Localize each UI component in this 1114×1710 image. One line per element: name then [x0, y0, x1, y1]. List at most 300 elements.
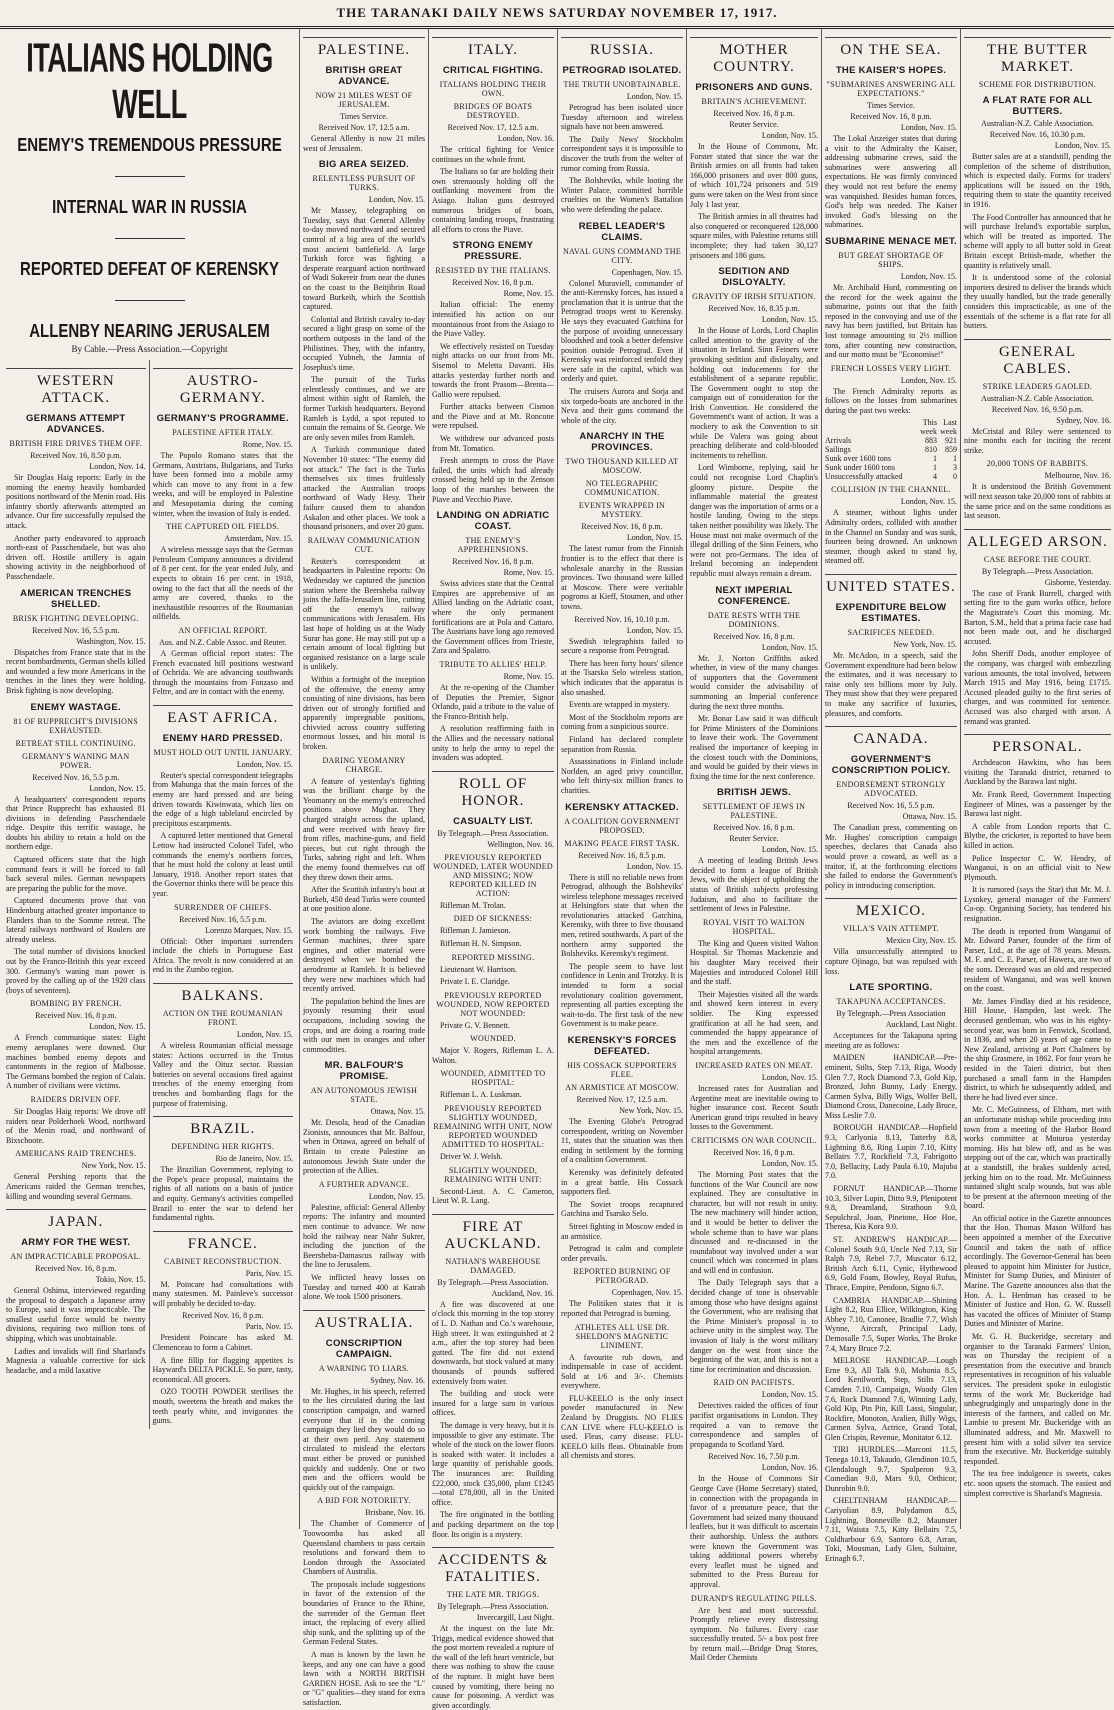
- paragraph: Their Majesties visited all the wards and showed keen interest in every soldier. The King expressed gratification at all he had seen, and commended the happy appearance of the men and the excellence of the hospital arrangements.: [690, 989, 818, 1057]
- headline: THE KAISER'S HOPES.: [835, 65, 947, 76]
- subhead: BRISK FIGHTING DEVELOPING.: [12, 613, 139, 623]
- table-cell: Sunk over 1600 tons: [825, 454, 891, 464]
- paragraph: Finland has declared complete separation from Russia.: [561, 734, 683, 754]
- subhead: PREVIOUSLY REPORTED WOUNDED, NOW REPORTED NOT WOUNDED:: [436, 990, 550, 1018]
- lead-byline: By Cable.—Press Association.—Copyright: [71, 344, 228, 354]
- paragraph: A steamer, without lights under Admiralty orders, collided with another in the Channel on Sunday and was sunk, fourteen being drowned. An unknown steamer, though asked to stand by, steamed off.: [825, 508, 957, 566]
- table-cell: 859: [945, 445, 957, 455]
- paragraph: There has been forty hours' silence at the Tsarsko Selo wireless station, which indicates that the apparatus is also smashed.: [561, 658, 683, 697]
- paragraph: President Poincare has asked M. Clemenceau to form a Cabinet.: [152, 1333, 293, 1353]
- subhead: A BID FOR NOTORIETY.: [317, 1496, 411, 1506]
- headline: ENEMY WASTAGE.: [30, 701, 121, 713]
- lead-subcolumns: [3, 360, 296, 1429]
- table-row: [825, 463, 957, 472]
- headline: A FLAT RATE FOR ALL BUTTERS.: [982, 95, 1093, 117]
- subhead: PREVIOUSLY REPORTED SLIGHTLY WOUNDED, REMAINING WITH UNIT, NOW REPORTED WOUNDED ADMITTED TO HOSPITAL:: [433, 1104, 553, 1150]
- headline: GERMANS ATTEMPT ADVANCES.: [26, 413, 126, 435]
- paragraph: Sir Douglas Haig reports: We drove off raiders near Polderhoek Wood, northward of the Menin road, and northward of Bixschoote.: [6, 1106, 146, 1145]
- paragraph: An official notice in the Gazette announces that the Hon. Thomas Mason Wilford has been appointed a member of the Executive Council and taken the oath of office accordingly. The Governor-General has been pleased to appoint him Minister for Justice, Minister for Stamp Duties, and Minister of Marine. The Gazette announces also that the Hon. A. L. Herdman has ceased to be Minister of Justice and Hon. G. W. Russell has vacated the offices of Minister of Stamp Duties and Minister of Marine.: [964, 1213, 1111, 1329]
- section-western: WESTERN ATTACK.: [6, 368, 146, 407]
- subhead: SACRIFICES NEEDED.: [847, 628, 935, 638]
- paragraph: The Italians so far are holding their own strenuously holding off the outflanking movement from the Asiago. Italian guns destroyed numerous bridges of boats, containing landing troops, frustrating all efforts to cross the Piave.: [432, 167, 554, 234]
- subhead: "SUBMARINES ANSWERING ALL EXPECTATIONS.": [826, 80, 956, 98]
- paragraph: A resolution reaffirming faith in the Allies and the necessary national unity to help the army to repel the invaders was adopted.: [432, 724, 554, 763]
- dateline: Auckland, Last Night.: [885, 1020, 957, 1030]
- subhead: THE ENEMY'S APPREHENSIONS.: [457, 536, 529, 555]
- dateline: London, Nov. 15.: [89, 783, 146, 793]
- dateline: Aus. and N.Z. Cable Assoc. and Reuter.: [159, 637, 287, 647]
- table-row: [825, 472, 957, 481]
- table-cell: Sunk under 1600 tons: [825, 463, 895, 473]
- advert: Are best and most successful. Promptly relieve every distressing symptom. No failures. Every case successfully treated. 5/- a box post free by return mail.—Bridge Drug Stores, Mail Order Chemists: [690, 1605, 818, 1663]
- dateline: Washington, Nov. 15.: [76, 636, 146, 646]
- headline: EXPENDITURE BELOW ESTIMATES.: [835, 602, 947, 625]
- headline: GOVERNMENT'S CONSCRIPTION POLICY.: [831, 754, 951, 777]
- dateline: London, Nov. 15.: [626, 625, 683, 635]
- dateline: Amsterdam, Nov. 15.: [224, 534, 293, 544]
- dateline: London, Nov. 15.: [236, 759, 293, 769]
- dateline: Ottawa, Nov. 15.: [370, 1107, 425, 1117]
- paragraph: After the Scottish infantry's bout at Burkeh, 450 dead Turks were counted at one position alone.: [303, 885, 425, 914]
- headline: PRISONERS AND GUNS.: [695, 82, 813, 93]
- column-russia: [558, 29, 687, 1529]
- dateline: Mexico City, Nov. 15.: [886, 936, 957, 946]
- headline: AMERICAN TRENCHES SHELLED.: [20, 587, 132, 610]
- section-alleged-arson: ALLEGED ARSON.: [964, 529, 1111, 551]
- dateline: London, Nov. 15.: [368, 195, 425, 205]
- subhead: 81 OF RUPPRECHT'S DIVISIONS EXHAUSTED.: [13, 716, 138, 735]
- paragraph: Mr. Desola, head of the Canadian Zionists, announces that Mr. Balfour, when in Ottawa, agreed on behalf of Britain to create Palestine an autonomous Jewish State under the protection of the Allies.: [303, 1118, 425, 1176]
- dateline: Rio de Janeiro, Nov. 15.: [215, 1154, 293, 1164]
- dateline: Copenhagen, Nov. 15.: [611, 1288, 683, 1298]
- subhead: STRIKE LEADERS GAOLED.: [982, 381, 1093, 391]
- advert: A man is known by the lawn he keeps, and any one can have a good lawn with a NORTH BRITISH GARDEN HOSE. Ask to see the "L" or "G" qualities—they stand for extra satisfaction.: [303, 1650, 425, 1707]
- dateline: Received Nov. 16, 5.5 p.m.: [847, 801, 935, 811]
- subhead: VILLA'S VAIN ATTEMPT.: [843, 924, 939, 934]
- section-accidents: ACCIDENTS & FATALITIES.: [432, 1547, 554, 1586]
- paragraph: The British armies in all theatres had also conquered or reconquered 128,000 square miles, with Palestine returns still incomplete; they had taken 30,127 prisoners and 186 guns.: [690, 212, 818, 260]
- paragraph: Mr. Archibald Hurd, commenting on the record for the week against the submarine, points out that the faith reposed in the convoying and use of the navy has been justified, but Britain has lost tonnage amounting to 2½ million tons, after counting new construction, and our motto must be "Economise!": [825, 282, 957, 360]
- dateline: London, Nov. 15.: [761, 315, 818, 325]
- paragraph: In the House of Commons Sir George Cave (Home Secretary) stated, in connection with the propaganda in favor of a premature peace, that the Government had seized many thousand leaflets, but it was difficult to ascertain their authorship. Unless the authors were known the Government was taking additional powers whereby every leaflet must be signed and submitted to the Press Bureau for approval.: [690, 1474, 818, 1589]
- paragraph: Butter sales are at a standstill, pending the completion of the scheme of distribution, which is expected daily. Forms for traders' applications will be issued on the 19th, requiring them to state the quantity received in 1916.: [964, 152, 1111, 209]
- paragraph: We effectively resisted on Tuesday night attacks on our front from Mt. Sisemol to Meletta Davanti. His attacks yesterday further north and towards the front Prasom—Brenta—Gallio were repulsed.: [432, 341, 554, 399]
- subhead: THE CAPTURED OIL FIELDS.: [166, 522, 280, 532]
- table-header: [825, 427, 957, 436]
- dateline: London, Nov. 16.: [497, 134, 554, 143]
- paragraph: Police Inspector C. W. Hendry, of Wanganui, is on an official visit to New Plymouth.: [964, 853, 1111, 882]
- section-mother-country: MOTHER COUNTRY.: [690, 37, 818, 76]
- subhead: NOW 21 MILES WEST OF JERUSALEM.: [315, 91, 413, 109]
- dateline: London, Nov. 15.: [761, 131, 818, 140]
- table-cell: 1: [932, 454, 937, 464]
- table-cell: 4: [932, 472, 937, 482]
- subhead: MAKING PEACE FIRST TASK.: [564, 838, 680, 848]
- paragraph: The proposals include suggestions in favor of the extension of the boundaries of France to the Rhine, the surrender of the German fleet intact, the replacing of every allied ship sunk, and the splitting up of the German Federal States.: [303, 1579, 425, 1647]
- subhead: TWO THOUSAND KILLED AT MOSCOW.: [565, 457, 679, 476]
- section-canada: CANADA.: [825, 726, 957, 748]
- list-item: Rifleman M. Trolan.: [440, 900, 506, 910]
- subhead: EVENTS WRAPPED IN MYSTERY.: [578, 501, 666, 520]
- paragraph: Within a fortnight of the inception of the offensive, the enemy army consisting of nine divisions, has been driven out of strongly fortified and apparently impregnable positions, chivvied across country suffering enormous losses, and his moral is broken.: [303, 674, 425, 752]
- dateline: Received Nov. 16, 8 p.m.: [713, 1147, 795, 1157]
- list-item: Second-Lieut. A. C. Cameron, Lieut W. R. Lang.: [432, 1186, 554, 1206]
- table-row: [825, 454, 957, 463]
- dateline: London, Nov. 15.: [761, 1072, 818, 1082]
- dateline: Tokio, Nov. 15.: [95, 1275, 146, 1285]
- column-sea: [822, 29, 961, 1563]
- masthead: [0, 0, 1114, 29]
- dateline: Rome, Nov. 15.: [503, 671, 554, 681]
- subhead: RAILWAY COMMUNICATION CUT.: [307, 535, 421, 554]
- headline: MR. BALFOUR'S PROMISE.: [324, 1060, 404, 1083]
- list-item: Major V. Rogers, Rifleman L. A. Walton.: [432, 1046, 554, 1065]
- list-item: Lieutenant W. Harrison.: [440, 964, 517, 974]
- headline: LANDING ON ADRIATIC COAST.: [436, 510, 550, 533]
- section-austro: AUSTRO-GERMANY.: [153, 368, 294, 407]
- paragraph: FORNUT HANDICAP.—Thorne 10.3, Silver Lupin, Ditto 9.9, Plenipotent 9.8, Dreamland, Strathoun 9.0, Sepulchral, Joan, Pinetone, Hoe Hoe, Theresa, Kia Kora 9.0.: [825, 1184, 957, 1232]
- paragraph: There is still no reliable news from Petrograd, although the Bolsheviks' wireless telephone messages received at Helsingfors state that when the revolutionaries attacked Gatchina, Kerensky, with three to five thousand men, retired southwards. A part of the northern army supported the Bolsheviks. Kerensky's regiment.: [561, 872, 683, 959]
- paragraph: Captured documents prove that von Hindenburg attached greater importance to Flanders than to the Somme retreat. The lateral railways northward of Roulers are already useless.: [6, 896, 146, 944]
- subhead: REPORTED BURNING OF PETROGRAD.: [573, 1267, 671, 1286]
- paragraph: Petrograd is calm and complete order prevails.: [561, 1244, 683, 1263]
- section-roll-of-honor: ROLL OF HONOR.: [432, 771, 554, 810]
- paragraph: A wireless message says that the German Petroleum Company announces a dividend of 8 per cent. for the year ended July, and expects to obtain 16 per cent. in 1918, owing to the fact that all the needs of the army are covered, thanks to the inexhaustible resources of the Roumanian oilfields.: [152, 545, 293, 622]
- paragraph: We withdrew our advanced posts from Mt. Tomatico.: [432, 434, 554, 453]
- dateline: Received Nov. 16, 8 p.m.: [452, 557, 534, 567]
- headline: CRITICAL FIGHTING.: [442, 65, 544, 76]
- paragraph: Fresh attempts to cross the Piave failed, the units which had already crossed being held up in the Zenson loop of the marshes between the Piave and Vecchio Piave.: [432, 456, 554, 504]
- paragraph: General Pershing reports that the Americans raided the German trenches, killing and wounding several Germans.: [6, 1172, 146, 1201]
- section-france: FRANCE.: [153, 1231, 294, 1253]
- dateline: Received Nov. 16, 8 p.m.: [35, 1011, 117, 1021]
- paragraph: Mr. C. McGuinness, of Eltham, met with an unfortunate mishap while proceeding into town from a meeting of the Harbor Board works committee at Moturoa yesterday morning. His hat blew off, and as he was stepping out of the car, which was practically at a standstill, the brakes suddenly acted, jerking him on to the road. Mr. McGuinness sustained slight scalp wounds, but was able to be present at the afternoon meeting of the board.: [964, 1105, 1111, 1211]
- paragraph: The Brazilian Government, replying to the Pope's peace proposal, maintains the rights of all nations on a basis of justice and equity. Germany's activities compelled Brazil to enter the war to defend her fundamental rights.: [152, 1165, 293, 1223]
- headline: ANARCHY IN THE PROVINCES.: [579, 431, 665, 454]
- divider: [115, 176, 185, 177]
- headline: SUBMARINE MENACE MET.: [825, 235, 957, 247]
- table-header-cell: week: [940, 427, 957, 437]
- table-header-cell: week: [920, 427, 937, 437]
- paragraph: The Food Controller has announced that he will purchase Ireland's exportable surplus, which will be treated as imported. The scheme will apply to all butter sold in Great Britain except British-made, whether the quantity is relatively small.: [964, 212, 1111, 270]
- paragraph: The building and stock were insured for a large sum in various offices.: [432, 1389, 554, 1418]
- table-cell: 921: [945, 436, 957, 446]
- section-personal: PERSONAL.: [964, 734, 1111, 756]
- paragraph: Colonial and British cavalry to-day secured a light grasp on some of the northern outposts in the land of the Philistines. They, with the infantry, occupied Yubneh, the Jamnia of Josephus's time.: [303, 314, 425, 372]
- paragraph: The Lokal Anzeiger states that during a visit to the Admiralty the Kaiser, addressing submarine crews, said the submarines were answering all expectations. He was firmly convinced they would not rest before the enemy was vanquished. Besides human forces, God's help was needed. The Kaiser invoked God's blessing on the submarines.: [825, 134, 957, 230]
- subhead: COLLISION IN THE CHANNEL.: [831, 485, 951, 495]
- subhead: GERMANY'S WANING MAN POWER.: [22, 751, 130, 770]
- subhead: FRENCH LOSSES VERY LIGHT.: [830, 363, 952, 373]
- paragraph: The Canadian press, commenting on Mr. Hughes' conscription campaign speeches, declares that Canada also would prove a coward, as well as a traitor, if, at the forthcoming elections she failed to endorse the Government's policy in introducing conscription.: [825, 823, 957, 890]
- subhead: ITALIANS HOLDING THEIR OWN.: [439, 80, 547, 98]
- paragraph: The death is reported from Wanganui of Mr. Edward Parser, founder of the firm of Parser, Ltd., at the age of 78 years. Messrs. M. F. and C. E. Parser, of Hawera, are two of the sons. Deceased was an old and respected resident of Wanganui, and was well known on the coast.: [964, 926, 1111, 994]
- dateline: Received Nov. 16, 8 p.m.: [713, 631, 795, 641]
- dateline: By Telegraph.—Press Association.: [437, 1602, 549, 1612]
- dateline: Received Nov. 16, 8 p.m.: [35, 1264, 117, 1274]
- subhead: DARING YEOMANRY CHARGE.: [322, 755, 406, 774]
- dateline: London, Nov. 15.: [900, 375, 957, 385]
- paragraph: Reuter's special correspondent telegraphs from Mahunga that the main forces of the enemy are hard pressed and are being driven towards Kiwinwata, which lies on the edge of a high tableland encircled by precipitous escarpments.: [152, 770, 293, 828]
- paragraph: Acceptances for the Takapuna spring meeting are as follows:: [825, 1031, 957, 1050]
- advert: The tea free indulgence is sweets, cakes etc. soon upsets the stomach. The easiest and simplest corrective is Sharland's Magnesia.: [964, 1469, 1111, 1498]
- dateline: London, Nov. 15.: [626, 92, 683, 101]
- paragraph: Mr. G. H. Buckeridge, secretary and organiser to the Taranaki Farmers' Union, was on Thursday the recipient of a presentation from the executive and branch representatives in recognition of his valuable services. The president spoke in eulogistic terms of the work Mr. Buckeridge had unbegrudgingly and unsparingly done in the interests of the farmers, and called on Mr. Lambie to present Mr. Buckeridge with an illuminated address, and Mr. Maxwell to present him with a solid silver tea service from the executive. Mr. Buckeridge suitably responded.: [964, 1332, 1111, 1466]
- paragraph: A captured letter mentioned that General Lettow had instructed Colonel Tafel, who commands the enemy's northern forces, that he must hold the colony at least until January, 1918. Another report states that the Governor thinks there will be peace this year.: [152, 831, 293, 898]
- subhead: BOMBING BY FRENCH.: [29, 999, 122, 1009]
- dateline: Received Nov. 16, 7.50 p.m.: [708, 1452, 800, 1462]
- dateline: London, Nov. 15.: [900, 497, 957, 507]
- dateline: London, Nov. 14.: [89, 462, 146, 471]
- paragraph: Reuter's correspondent at headquarters in Palestine reports: On Wednesday we captured the junction station where the Beersheba railway joins the Jaffa-Jerusalem line, cutting off the enemy's railway communications with Jerusalem. His last hope of holding us at the Wady Surar has gone. He may still put up a certain amount of local fighting but organised resistance on a large scale is unlikely.: [303, 556, 425, 672]
- headline: CONSCRIPTION CAMPAIGN.: [325, 1337, 403, 1360]
- section-east-africa: EAST AFRICA.: [153, 705, 294, 727]
- subhead: MUST HOLD OUT UNTIL JANUARY.: [153, 747, 293, 757]
- paragraph: Increased rates for Australian and Argentine meat are inevitable owing to higher insurance cost. Recent South American grand trips resulted in heavy losses to the Government.: [690, 1083, 818, 1132]
- dateline: London, Nov. 15.: [900, 123, 957, 132]
- dateline: Rome, Nov. 15.: [242, 440, 293, 449]
- paragraph: The French Admiralty reports as follows on the losses from submarines during the past two weeks:: [825, 386, 957, 415]
- advert: A fine fillip for flagging appetites is Hayward's DELTA PICKLE. So pure, tasty, economical. All grocers.: [152, 1355, 293, 1384]
- subhead: RETREAT STILL CONTINUING.: [15, 738, 136, 748]
- dateline: Received Nov. 16, 8 p.m.: [182, 1311, 264, 1321]
- paragraph: At the re-opening of the Chamber of Deputies the Premier, Signor Orlando, paid a tribute to the value of the Franco-British help.: [432, 682, 554, 721]
- subhead: DATE RESTS WITH THE DOMINIONS.: [707, 610, 801, 629]
- headline: KERENSKY ATTACKED.: [565, 801, 679, 813]
- section-palestine: PALESTINE.: [303, 37, 425, 59]
- table-cell: 883: [924, 436, 937, 446]
- table-header: [825, 418, 957, 427]
- subhead: ROYAL VISIT TO WALTON HOSPITAL.: [703, 917, 805, 936]
- paragraph: The Morning Post states that the functions of the War Council are now explained. They are consultative in character, but will not result in unity. The new machinery will hinder action, and it would be better to deliver the whole scheme than to have war plans discussed and re-discussed in the roundabout way involved under a war council which was concerned in plans and will end in confusion.: [690, 1169, 818, 1275]
- paragraph: Most of the Stockholm reports are coming from a suspicious source.: [561, 712, 683, 732]
- paragraph: The cruisers Aurora and Sorja and six torpedo-boats are anchored in the Neva and their guns command the whole of the city.: [561, 387, 683, 425]
- paragraph: A German official report states: The French evacuated hill positions westward of Ochrida. We are advancing southwards through the mountains from Fonzaso and Feltre, and are in contact with the enemy.: [152, 648, 293, 697]
- paragraph: The fire originated in the bottling and packing department on the top floor. Its origin is a mystery.: [432, 1510, 554, 1539]
- table-cell: 3: [953, 463, 957, 473]
- paragraph: Dispatches from France state that in the recent bombardments, German shells killed and wounded a few more Americans in the trenches in the lines they were holding. Brisk fighting is now developing.: [6, 647, 146, 695]
- paragraph: MELROSE HANDICAP.—Lough Erne 9.3, All Talk 9.0, Mohonia 8.5, Lord Kenilworth, Step, Stilts 7.13, Camden 7.10, Campaign, Woody Glen 7.6, Rock Diamond 7.6, Winning Lady, Gold Kip, Pin Pin, Kill Lassi, Singular, Rockfire, Monoton, Aralien, Billy Wigs, Carmen Sylva, Actrice, Grand Total, Glen Crispin, Revenue, Monitator 6.12.: [825, 1356, 957, 1442]
- paragraph: Lord Wimborne, replying, said he could not recognise Lord Chaplin's gloomy picture. Despite the inflammable material the greatest danger was the importation of arms or a hostile landing. Owing to the steps taken neither possibility was likely. The House must not make overmuch of the illegal drilling of the Sinn Feiners, who were not pro-Germans. The idea of Ireland becoming an independent republic must always remain a dream.: [690, 463, 818, 578]
- section-russia: RUSSIA.: [561, 37, 683, 59]
- table-cell: 0: [953, 472, 957, 482]
- paragraph: Archdeacon Hawkins, who has been visiting the Taranaki district, returned to Auckland by the Barawa last night.: [964, 758, 1111, 787]
- dateline: Received Nov. 16, 8.5 p.m.: [578, 850, 666, 860]
- paragraph: Events are wrapped in mystery.: [569, 700, 670, 710]
- table-header-cell: This: [922, 418, 937, 428]
- paragraph: Kerensky was definitely defeated in a great battle. His Cossack supporters fled.: [561, 1167, 683, 1197]
- dateline: Melbourne, Nov. 16.: [1044, 471, 1111, 481]
- paragraph: General Oshima, interviewed regarding the proposal to despatch a Japanese army to Europe, said it was impracticable. The smallest useful force would be twenty divisions, requiring two million tons of shipping, which was unobtainable.: [6, 1286, 146, 1344]
- section-general-cables: GENERAL CABLES.: [964, 339, 1111, 378]
- subhead: RAID ON PACIFISTS.: [713, 1378, 795, 1388]
- losses-table: [825, 418, 957, 481]
- subhead: BRITISH FIRE DRIVES THEM OFF.: [9, 439, 143, 448]
- subhead: A COALITION GOVERNMENT PROPOSED.: [564, 816, 680, 835]
- section-butter-market: THE BUTTER MARKET.: [964, 37, 1111, 76]
- paragraph: McCristal and Riley were sentenced to nine months each for inciting the recent strike.: [964, 426, 1111, 455]
- paragraph: Mr. James Findlay died at his residence, Hill House, Hampden, last week. The deceased gentleman, who was in his eighty-second year, was born in Fenwick, Scotland, in 1836, and when 20 years of age came to New Zealand, arriving at Port Chalmers by the ship Grasmere, in 1862. For four years he resided in the Taieri district, but then purchased a small farm in the Hampden district, to which he subsequently added, and there he had lived ever since.: [964, 996, 1111, 1102]
- subhead: AMERICANS RAID TRENCHES.: [15, 1149, 137, 1159]
- subhead: DEFENDING HER RIGHTS.: [171, 1142, 275, 1152]
- table-cell: Arrivals: [825, 436, 852, 446]
- section-brazil: BRAZIL.: [153, 1116, 294, 1138]
- dateline: Brisbane, Nov. 16.: [365, 1508, 425, 1518]
- paragraph: Mr. Frank Reed, Government Inspecting Engineer of Mines, was a passenger by the Barawa last night.: [964, 789, 1111, 819]
- headline: BRITISH JEWS.: [716, 787, 792, 799]
- subhead: BUT GREAT SHORTAGE OF SHIPS.: [838, 250, 944, 269]
- dateline: Received Nov. 16, 5.5 p.m.: [32, 625, 120, 635]
- headline: GERMANY'S PROGRAMME.: [156, 413, 289, 424]
- dateline: Sydney, Nov. 16.: [1056, 415, 1111, 425]
- paragraph: TIRI HURDLES.—Marconi 11.5, Tenega 10.13, Takaudo, Glendinon 10.5, Glendalough 9.7, Spulperon 9.3, Comedian 9.0, Mars 9.0, Orthicor, Dunrobin 9.0.: [825, 1445, 957, 1493]
- headline: SEDITION AND DISLOYALTY.: [718, 266, 790, 289]
- headline: LATE SPORTING.: [849, 982, 933, 994]
- dateline: Copenhagen, Nov. 15.: [611, 267, 683, 277]
- dateline: London, Nov. 16.: [761, 1463, 818, 1473]
- subhead: DURAND'S REGULATING PILLS.: [691, 1593, 817, 1603]
- dateline: London, Nov. 15.: [626, 533, 683, 543]
- paragraph: The Daily Telegraph says that a decided change of tone is observable among those who have designs against the Government, who are realising that the Prime Minister's proposal is to achieve unity in the simplest way. The invasion of Italy is the worst military danger on the west front since the beginning of the war, and this is not a time for recrimination and discussion.: [690, 1278, 818, 1374]
- headline: BIG AREA SEIZED.: [318, 159, 410, 171]
- dateline: Received Nov. 16, 8.50 p.m.: [30, 451, 122, 460]
- subhead: ATHLETES ALL USE DR. SHELDON'S MAGNETIC LINIMENT.: [574, 1322, 670, 1350]
- masthead-title: THE TARANAKI DAILY NEWS SATURDAY NOVEMBER 17, 1917.: [336, 5, 778, 20]
- subhead: REPORTED MISSING.: [451, 952, 535, 962]
- paragraph: John Sheriff Dods, another employee of the company, was charged with embezzling various amounts, the total involved, between March 1915 and May 1916, being £1715. Accused pleaded guilty to the first series of charges, and was committed for sentence. Accused was also charged with arson. A remand was granted.: [964, 649, 1111, 726]
- paragraph: Mr Massey, telegraphing on Tuesday, says that General Allenby to-day moved northward and secured control of a big area of the world's most ancient battlefield. A large Turkish force was fighting a desperate rearguard action northward of Wadi Sukereir from near the dunes on the coast to the Beitjibrin Road toward Burkeih, which the Scottish captured.: [303, 206, 425, 312]
- column-mother-country: [687, 29, 822, 1663]
- column-palestine: [300, 29, 429, 1707]
- subhead: 20,000 TONS OF RABBITS.: [986, 459, 1089, 469]
- headline: NEXT IMPERIAL CONFERENCE.: [715, 584, 793, 607]
- column-italy: [429, 29, 558, 1710]
- dateline: Received Nov. 16, 5.5 p.m.: [179, 914, 267, 924]
- paragraph: The people seem to have lost confidence in Lenin and Trotzky. It is intended to form a social revolutionary coalition government, representing all parties excepting the wait-to-do. The first task of the new Government is to make peace.: [561, 961, 683, 1029]
- paragraph: The Chamber of Commerce of Toowoomba has asked all Queensland chambers to pass certain resolutions and forward them to London through the Associated Chambers of Australia.: [303, 1519, 425, 1577]
- dateline: Received Nov. 16, 8 p.m.: [713, 823, 795, 833]
- table-cell: 810: [924, 445, 937, 455]
- dateline: London, Nov. 15.: [761, 1158, 818, 1168]
- headline: BRITISH GREAT ADVANCE.: [325, 65, 403, 87]
- table-cell: 1: [953, 454, 957, 464]
- lead-deck-4: ALLENBY NEARING JERUSALEM: [29, 321, 270, 342]
- subhead: PALESTINE AFTER ITALY.: [172, 428, 274, 437]
- paragraph: A headquarters' correspondent reports that Prince Rupprecht has exhausted 81 divisions in defending Passchendaele ridge. Despite this terrific wastage, he doubts his ability to retain a hold on the northern edge.: [6, 794, 146, 852]
- subhead: HIS COSSACK SUPPORTERS FLEE.: [567, 1061, 677, 1079]
- dateline: Times Service.: [867, 101, 915, 110]
- dateline: Invercargill, Last Night.: [476, 1613, 554, 1623]
- paragraph: The damage is very heavy, but it is impossible to give any estimate. The whole of the stock on the lower floors is soaked with water. It includes a large quantity of perishable goods. The insurances are: Building £22,000, stock £35,000, plant £1245—total £78,000, all in the United office.: [432, 1420, 554, 1507]
- paragraph: In the House of Commons, Mr. Forster stated that since the war the British armies on all fronts had taken 166,000 prisoners and over 800 guns, of which 101,724 prisoners and 519 guns were taken on the West front since July 1 last year.: [690, 142, 818, 209]
- dateline: Sydney, Nov. 16.: [370, 1375, 425, 1385]
- paragraph: The Politiken states that it is reported that Petrograd is burning.: [561, 1299, 683, 1318]
- subhead: A FURTHER ADVANCE.: [318, 1179, 410, 1189]
- paragraph: A Turkish communique dated November 10 states: "The enemy did not attack." The fact is the Turks themselves six times fruitlessly attacked the Australian troops northward of Wady Hesy. Their failure caused them to abandon Askalon and other places. We took a thousand prisoners, and over 20 guns.: [303, 445, 425, 532]
- paragraph: Official: Other important surrenders include the chiefs in Portuguese East Africa. The revolt is now considered at an end in the Zumbo region.: [152, 936, 293, 975]
- column-lead: [0, 29, 300, 1529]
- paragraph: General Allenby is now 21 miles west of Jerusalem.: [303, 134, 425, 153]
- subhead: CRITICISMS ON WAR COUNCIL.: [691, 1135, 817, 1145]
- dateline: Received Nov. 16, 10.30 p.m.: [989, 130, 1086, 139]
- subhead: PREVIOUSLY REPORTED WOUNDED, LATER WOUNDED AND MISSING; NOW REPORTED KILLED IN ACTION:: [433, 852, 553, 898]
- paragraph: A wireless Roumanian official message states: Actions occurred in the Trotus Valley and the Oituz sector. Russian batteries on several occasions fired against trenches of the enemy emerging from trenches and bombarding flags for the purpose of fraternising.: [152, 1040, 293, 1108]
- paragraph: The critical fighting for Venice continues on the whole front.: [432, 145, 554, 164]
- dateline: Paris, Nov. 15.: [245, 1268, 293, 1278]
- lead-deck-1: ENEMY'S TREMENDOUS PRESSURE: [17, 135, 282, 156]
- paragraph: BOROUGH HANDICAP.—Hopfield 9.3, Carlyonia 8.13, Tatterby 8.8, Lightning 8.6, Ring Lupin 7.10, Kitty Bellairs 7.7, Rockfield 7.3, Fabrigotto 7.0, Bellacity, Lady Paula 6.10, Majuba 7.0.: [825, 1123, 957, 1181]
- subhead: AN ARMISTICE AT MOSCOW.: [565, 1083, 679, 1092]
- dateline: London, Nov. 15.: [761, 1390, 818, 1400]
- dateline: Received Nov. 16, 8 p.m.: [581, 522, 663, 532]
- paragraph: Mr. J. Norton Griffiths asked whether, in view of the many changes of supporters that the Government would consider the advisability of summoning an Imperial conference during the next three months.: [690, 653, 818, 711]
- paragraph: A cable from London reports that C. Blythe, the cricketer, is reported to have been killed in action.: [964, 821, 1111, 850]
- columns: [0, 29, 1114, 1710]
- subhead: SCHEME FOR DISTRIBUTION.: [978, 80, 1097, 89]
- paragraph: The population behind the lines are joyously resuming their usual occupations, including sowing the crops, and are doing a roaring trade with our men in oranges and other commodities.: [303, 996, 425, 1054]
- table-row: [825, 436, 957, 445]
- dateline: London, Nov. 15.: [1054, 141, 1111, 150]
- dateline: Wellington, Nov. 16.: [487, 839, 554, 849]
- paragraph: At the inquest on the late Mr. Triggs, medical evidence showed that the post mortem revealed a rupture of the wall of the left heart ventricle, but there was nothing to show the cause of the rupture. It might have been caused by vomiting, there being no cause for poisoning. A verdict was given accordingly.: [432, 1624, 554, 1710]
- paragraph: Detectives raided the offices of four pacifist organisations in London. They required a van to remove the correspondence and samples of propaganda to Scotland Yard.: [690, 1401, 818, 1449]
- section-mexico: MEXICO.: [825, 898, 957, 920]
- paragraph: Mr. McAdoo, in a speech, said the Government expenditure had been below the estimates, and it was necessary to raise only ten billions more by July. They must show that they were prepared to make any sacrifice of luxuries, pleasures, and comforts.: [825, 651, 957, 718]
- table-cell: Unsuccessfully attacked: [825, 472, 903, 482]
- headline: REBEL LEADER'S CLAIMS.: [578, 220, 666, 243]
- dateline: Received Nov. 17, 12.5 a.m.: [318, 123, 410, 132]
- paragraph: Another party endeavored to approach north-east of Passchendaele, but was also driven off. Hostile artillery is again showing activity in the neighborhood of Passchendaele.: [6, 533, 146, 581]
- section-united-states: UNITED STATES.: [825, 574, 957, 596]
- dateline: Received Nov. 17, 12.5 a.m.: [447, 123, 539, 132]
- paragraph: Colonel Muraviell, commander of the anti-Kerensky forces, has issued a proclamation that it is untrue that the Petrograd troops went to Kerensky. He says they evacuated Gatchina for the purpose of avoiding unnecessary bloodshed and took a better defensive position outside Petrograd. Even if Kerensky was reinforced tenfold they were safe in the capital, which was orderly and quiet.: [561, 278, 683, 384]
- subhead: SETTLEMENT OF JEWS IN PALESTINE.: [702, 802, 806, 821]
- paragraph: The case of Frank Burrell, charged with setting fire to the gum works office, before the Magistrate's Court this morning. Mr. Barton, S.M., held that a prima facie case had not been made out, and he discharged accused.: [964, 588, 1111, 646]
- paragraph: In the House of Lords, Lord Chaplin called attention to the gravity of the situation in Ireland. Sinn Feiners were provoking sedition and disloyalty, and holding out inducements for the establishment of a separate republic. The Government ought to stop the campaign out of consideration for the Irish Convention. He considered the Government's want of action. It was a mockery to ask the Convention to sit while De Valera was going about preaching deliberate and cold-blooded incitements to rebellion.: [690, 326, 818, 460]
- dateline: London, Nov. 15.: [368, 1191, 425, 1201]
- column-austro: [150, 360, 297, 1429]
- subhead: SURRENDER OF CHIEFS.: [174, 902, 272, 912]
- dateline: London, Nov. 15.: [236, 1029, 293, 1039]
- list-item: Rifleman H. N. Simpson.: [440, 938, 522, 948]
- paragraph: Italian official: The enemy intensified his action on our mountainous front from the Asiago to the Piave Valley.: [432, 300, 554, 339]
- headline: ARMY FOR THE WEST.: [21, 1237, 131, 1249]
- dateline: Paris, Nov. 15.: [245, 1322, 293, 1332]
- dateline: Rome, Nov. 15.: [503, 289, 554, 299]
- list-item: Private I. E. Claridge.: [440, 977, 510, 987]
- subhead: TRIBUTE TO ALLIES' HELP.: [439, 659, 547, 669]
- section-italy: ITALY.: [432, 37, 554, 59]
- paragraph: The latest rumor from the Finnish frontier is to the effect that there is wholesale anarchy in the Russian provinces. Two thousand were killed at Moscow. There were veritable pogroms at Kieff, Stoumen, and other towns.: [561, 544, 683, 611]
- dateline: Australian-N.Z. Cable Association.: [981, 119, 1094, 128]
- dateline: New York, Nov. 15.: [81, 1161, 146, 1171]
- dateline: New York, Nov. 15.: [619, 1106, 683, 1115]
- paragraph: CAMBRIA HANDICAP.—Shining Light 8.2, Rua Ellice, Wilkington, King Abbey 7.10, Canonee, Bradlie 7.7, Wish Wynne, Aircraft, Principal Lady, Demosalle 7.5, Super Works, The Broke 7.4, Mary Bruce 7.2.: [825, 1295, 957, 1353]
- subhead: DIED OF SICKNESS:: [453, 914, 533, 924]
- paragraph: Swiss advices state that the Central Empires are apprehensive of an Allied landing on the Adriatic coast, where the only permanent fortifications are at Pola and Cattaro. The Austrians have long ago removed the Government offices from Trieste, Zara and Spalatro.: [432, 579, 554, 656]
- paragraph: The Evening Globe's Petrograd correspondent, writing on November 11, states that the situation was then ending in settlement by the forming of a coalition Government.: [561, 1117, 683, 1165]
- divider: [115, 300, 185, 301]
- dateline: London, Nov. 15.: [761, 642, 818, 652]
- paragraph: Mr. Bonar Law said it was difficult for Prime Ministers of the Dominions to leave their work. The Government realised the importance of keeping in the closest touch with the Dominions, and would be guided by their views in fixing the time for the next conference.: [690, 714, 818, 781]
- headline: KERENSKY'S FORCES DEFEATED.: [567, 1035, 677, 1057]
- dateline: Gisborne, Yesterday.: [1044, 577, 1111, 587]
- dateline: Received Nov. 16, 8 p.m.: [713, 109, 795, 118]
- dateline: London, Nov. 15.: [626, 861, 683, 871]
- headline: STRONG ENEMY PRESSURE.: [452, 240, 534, 263]
- subhead: WOUNDED.: [470, 1034, 516, 1044]
- section-australia: AUSTRALIA.: [303, 1310, 425, 1332]
